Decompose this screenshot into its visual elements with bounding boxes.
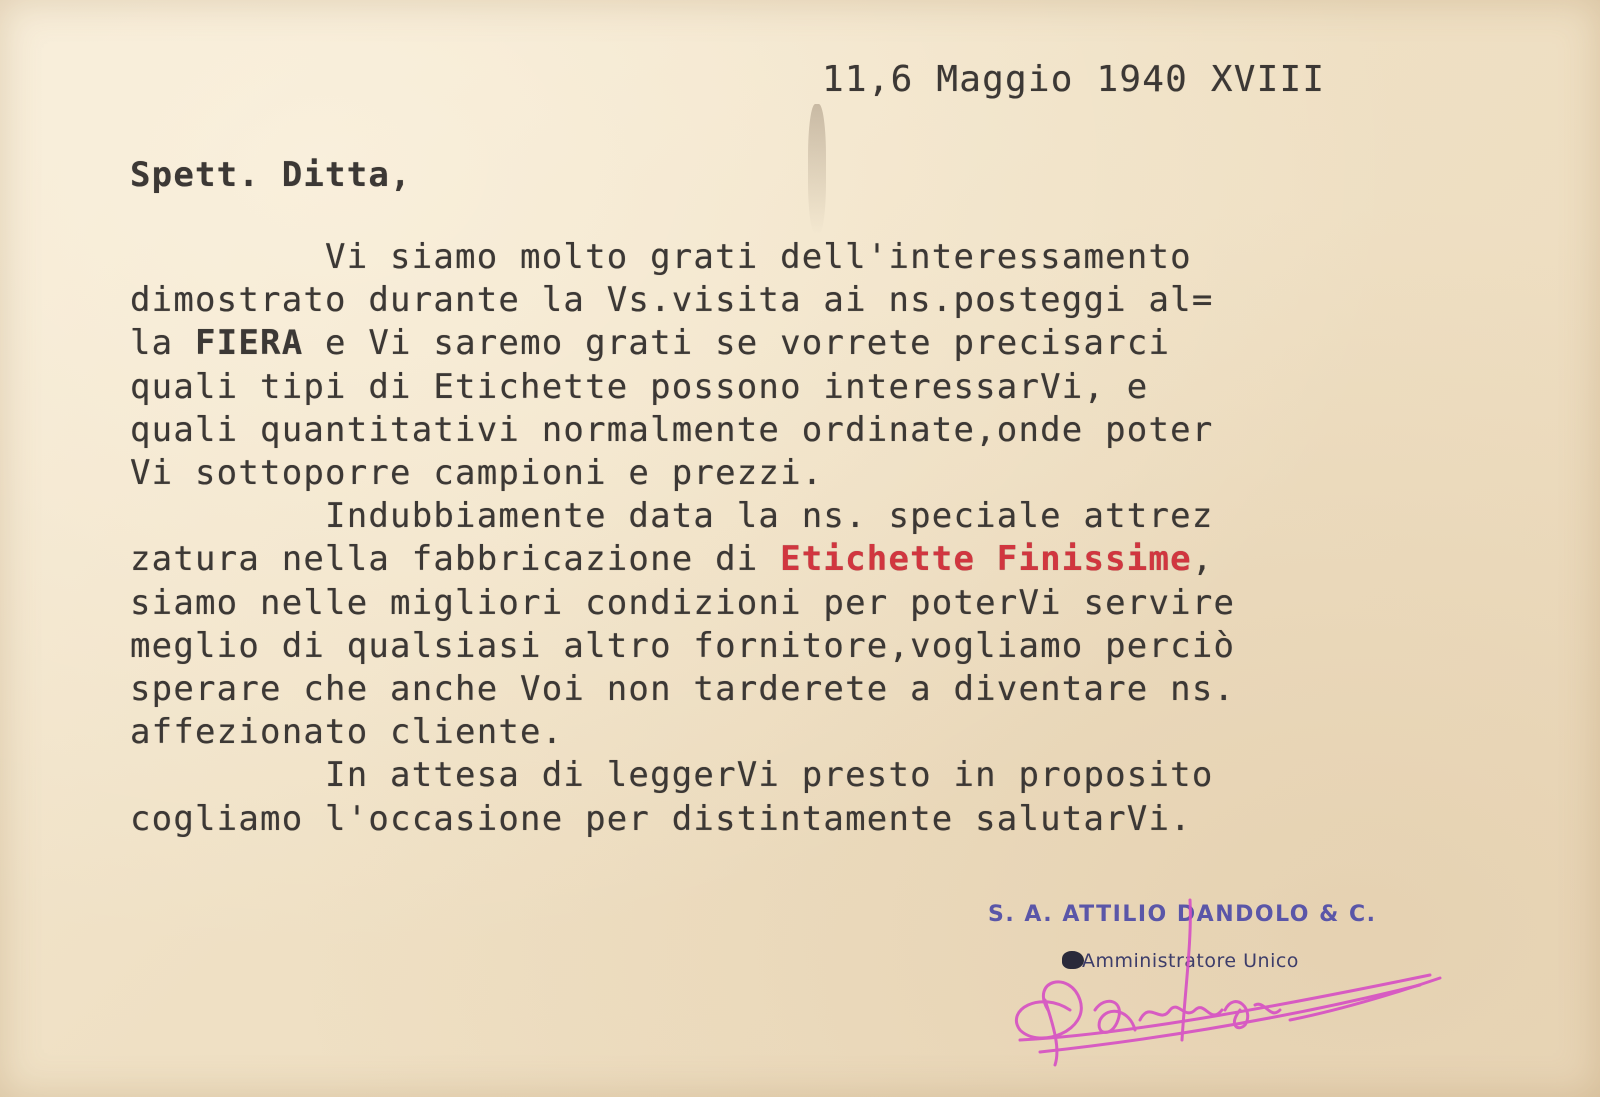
- line-indent: [130, 237, 325, 277]
- letter-line: [130, 280, 1214, 321]
- line-text: ,: [1191, 539, 1214, 580]
- letter-date: 11,6 Maggio 1940 XVIII: [822, 59, 1326, 100]
- line-text: meglio di qualsiasi altro fornitore,vogliamo perciò: [130, 625, 1236, 666]
- letter-line: [130, 366, 1149, 407]
- highlighted-text: Etichette Finissime: [780, 539, 1192, 580]
- role-stamp: Amministratore Unico: [1082, 950, 1299, 972]
- line-text: cogliamo l'occasione per distintamente salutarVi.: [130, 798, 1192, 839]
- letter-line: [130, 453, 824, 493]
- letter-line: [130, 798, 1192, 839]
- line-text: la: [130, 323, 196, 364]
- letter-line: [130, 755, 1214, 796]
- line-text: Vi sottoporre campioni e prezzi.: [130, 453, 824, 493]
- line-text: e Vi saremo grati se vorrete precisarci: [303, 323, 1171, 364]
- letter-line: [130, 237, 1192, 277]
- line-text: In attesa di leggerVi presto in proposito: [325, 755, 1214, 796]
- letter-line: [130, 669, 1236, 709]
- letter-line: [130, 712, 564, 753]
- line-text: siamo nelle migliori condizioni per poterVi servire: [130, 582, 1236, 623]
- line-text: dimostrato durante la Vs.visita ai ns.posteggi al=: [130, 280, 1214, 321]
- line-text: FIERA: [195, 323, 304, 364]
- line-text: zatura nella fabbricazione di: [130, 539, 781, 580]
- letter-line: [130, 409, 1214, 450]
- line-text: sperare che anche Voi non tarderete a diventare ns.: [130, 669, 1236, 709]
- ink-smudge: [808, 104, 826, 234]
- line-indent: [130, 496, 325, 536]
- letter-line: [130, 496, 1214, 537]
- line-indent: [130, 755, 325, 795]
- line-text: Indubbiamente data la ns. speciale attrez: [325, 496, 1214, 537]
- line-text: quali quantitativi normalmente ordinate,onde poter: [130, 409, 1214, 450]
- letter-line: [130, 539, 1214, 580]
- company-stamp: S. A. ATTILIO DANDOLO & C.: [988, 902, 1377, 927]
- line-text: affezionato cliente.: [130, 712, 564, 753]
- line-text: Vi siamo molto grati dell'interessamento: [325, 237, 1192, 277]
- letter-line: [130, 582, 1236, 623]
- letter-line: [130, 323, 1171, 364]
- salutation: Spett. Ditta,: [130, 155, 412, 195]
- handwritten-signature: [1000, 860, 1470, 1090]
- letter-line: [130, 625, 1236, 666]
- line-text: quali tipi di Etichette possono interessarVi, e: [130, 366, 1149, 407]
